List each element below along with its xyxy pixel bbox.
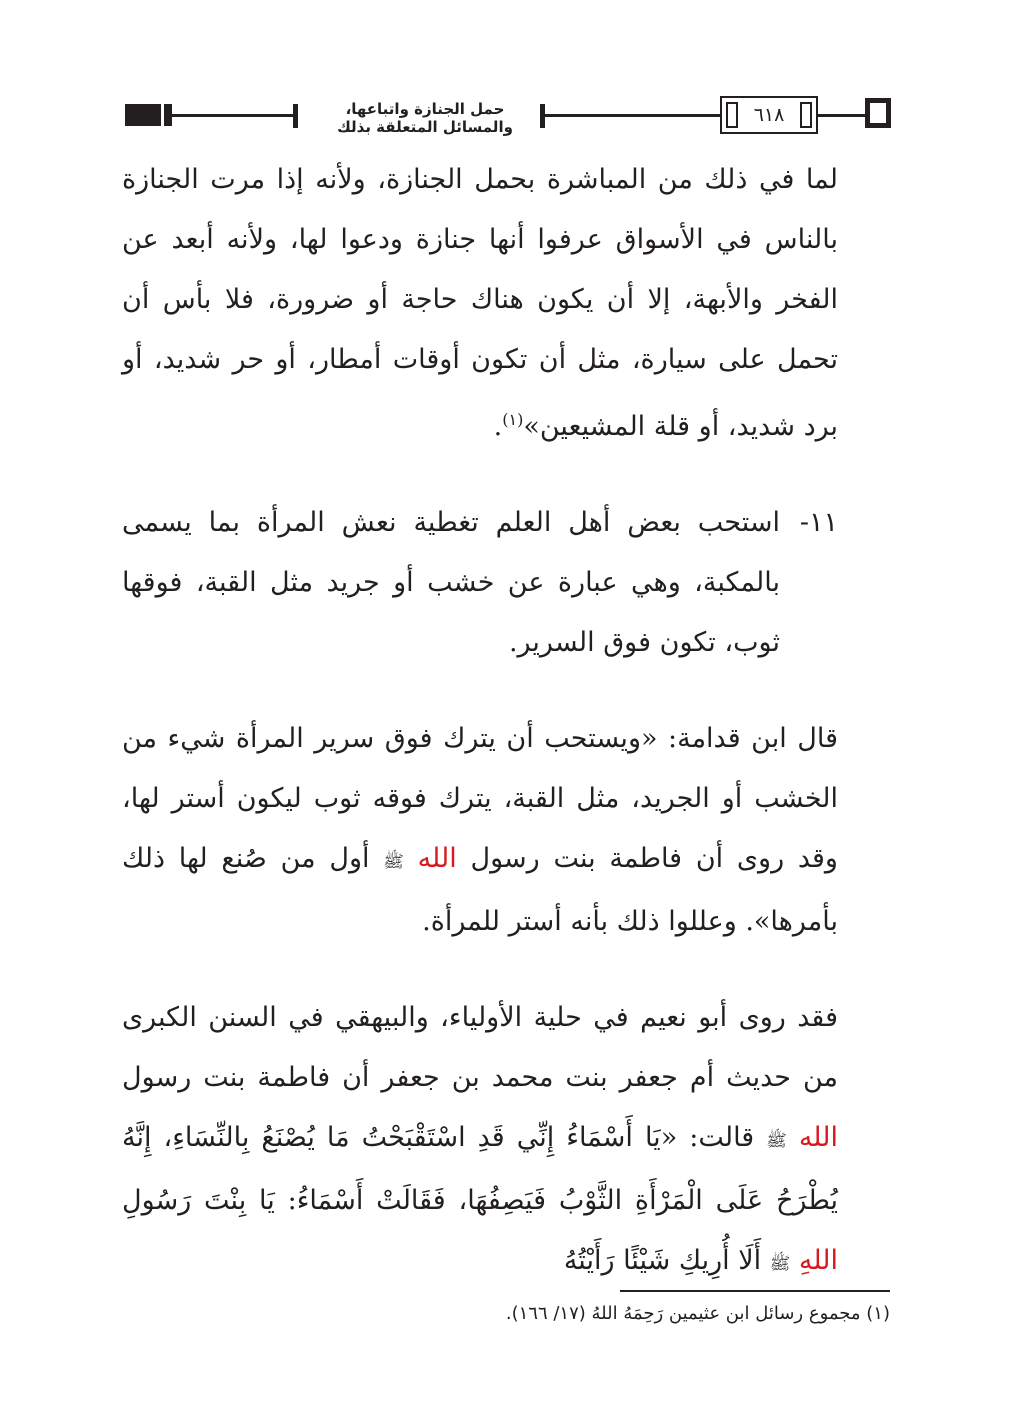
allah-word: الله — [417, 843, 457, 874]
page-header — [120, 94, 895, 140]
header-rule-right — [818, 114, 865, 117]
page-number: ٦١٨ — [720, 96, 818, 134]
hadith-text: قالت: «يَا أَسْمَاءُ إِنِّي قَدِ اسْتَقْبَحْتُ مَا يُصْنَعُ بِالنِّسَاءِ، إِنَّهُ يُطْرَحُ عَلَى الْمَرْأَةِ الثَّوْبُ فَيَصِفُهَا، فَقَالَتْ أَسْمَاءُ: يَا بِنْتَ رَسُولِ — [122, 1122, 838, 1216]
footnote-divider — [620, 1290, 890, 1292]
list-item-text: استحب بعض أهل العلم تغطية نعش المرأة بما يسمى بالمكبة، وهي عبارة عن خشب أو جريد مثل القبة، فوقها ثوب، تكون فوق السرير. — [122, 507, 780, 658]
page-body — [122, 150, 838, 1276]
header-title: حمل الجنازة واتباعها، والمسائل المتعلقة بذلك — [337, 100, 513, 136]
paragraph-hadith — [122, 988, 838, 1294]
paragraph-text: لما في ذلك من المباشرة بحمل الجنازة، ولأنه إذا مرت الجنازة بالناس في الأسواق عرفوا أنها جنازة ودعوا لها، ولأنه أبعد عن الفخر والأبهة، إلا أن يكون هناك حاجة أو ضرورة، فلا بأس أن تحمل على سيارة، مثل أن تكون أوقات أمطار، أو حر شديد، أو برد شديد، أو قلة المشيعين» — [122, 164, 838, 442]
header-ornament-bar — [164, 104, 172, 126]
paragraph-text: فقد روى أبو نعيم في حلية الأولياء، والبيهقي في السنن الكبرى من حديث أم جعفر بنت محمد بن جعفر أن فاطمة بنت رسول — [122, 1002, 838, 1093]
paragraph-continuation — [122, 150, 838, 457]
hadith-text: أَلَا أُرِيكِ شَيْئًا رَأَيْتُهُ — [563, 1245, 762, 1276]
header-rule-left — [172, 114, 293, 117]
footnote: (١) مجموع رسائل ابن عثيمين رَحِمَهُ اللهُ (١٧/ ١٦٦). — [505, 1303, 890, 1324]
paragraph-ibn-qudama — [122, 709, 838, 952]
list-item-number: ١١- — [799, 507, 838, 538]
header-ornament-block — [125, 104, 161, 126]
paragraph-text: قال ابن قدامة: «ويستحب أن يترك فوق سرير المرأة شيء من الخشب أو الجريد، مثل القبة، يترك فوقه ثوب ليكون أستر لها، وقد روى أن فاطمة بنت رسول — [122, 723, 838, 874]
allah-word: اللهِ — [798, 1245, 838, 1276]
paragraph-text: أول من صُنع لها ذلك بأمرها». وعللوا ذلك بأنه أستر للمرأة. — [122, 843, 838, 937]
list-item — [122, 493, 838, 673]
paragraph-end: . — [493, 411, 503, 442]
header-rule-middle — [545, 114, 720, 117]
header-separator-left — [293, 104, 298, 128]
salawat-glyph: ﷺ — [769, 1254, 791, 1274]
footnote-ref: (١) — [502, 410, 524, 429]
header-ornament-square — [865, 98, 891, 128]
allah-word: الله — [798, 1122, 838, 1153]
salawat-glyph: ﷺ — [766, 1131, 787, 1151]
salawat-glyph: ﷺ — [383, 852, 404, 872]
